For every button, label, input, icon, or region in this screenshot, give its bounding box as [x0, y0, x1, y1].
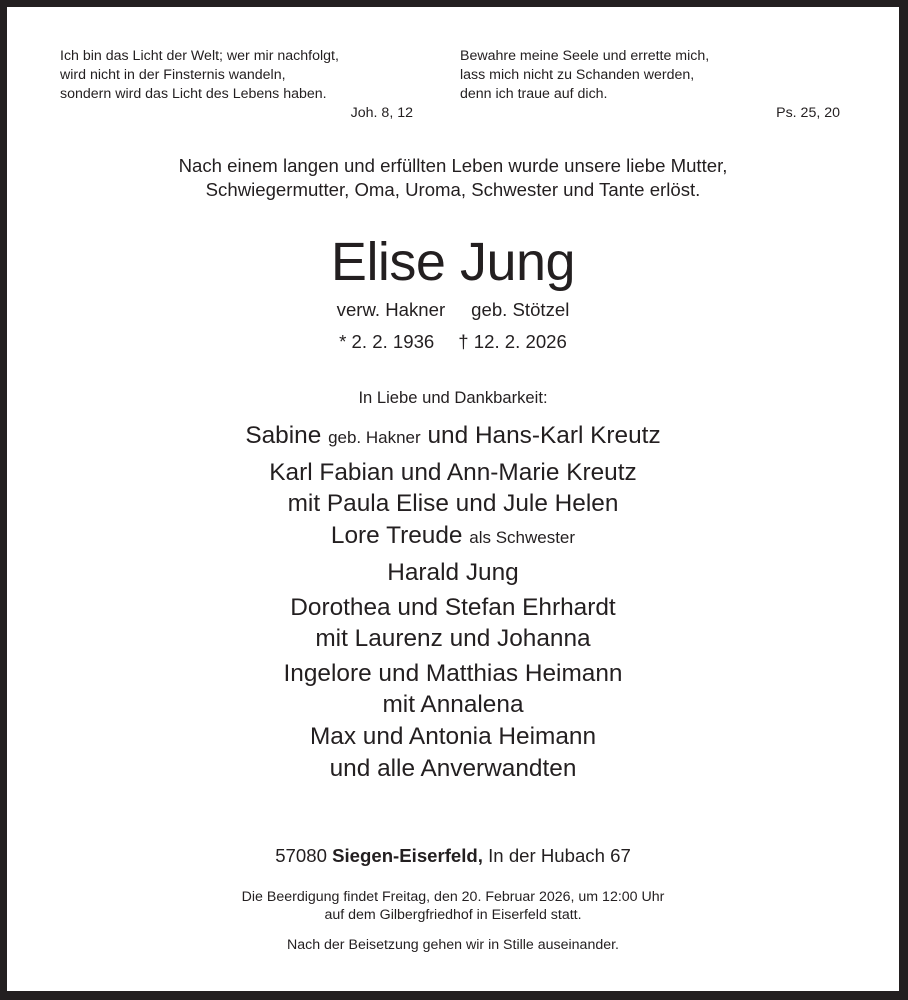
mourner-group — [7, 420, 899, 453]
mourner-note: geb. Hakner — [328, 428, 421, 447]
mourner-line: mit Paula Elise und Jule Helen — [287, 490, 619, 517]
mourner-group — [7, 457, 899, 519]
bible-verse-right — [460, 47, 840, 123]
mourner-line: Dorothea und Stefan Ehrhardt — [290, 594, 616, 621]
intro-text — [7, 154, 899, 202]
mourner-name: und Hans-Karl Kreutz — [427, 422, 661, 449]
bible-verse-left — [60, 47, 413, 123]
mourner-line: mit Annalena — [382, 691, 524, 718]
verse-line: denn ich traue auf dich. — [460, 86, 608, 102]
mourner-group — [7, 592, 899, 654]
mourner-line: und alle Anverwandten — [329, 755, 577, 782]
intro-line: Nach einem langen und erfüllten Leben wurde unsere liebe Mutter, — [178, 155, 728, 176]
mourner-note: als Schwester — [469, 528, 576, 547]
mourner-name: Sabine — [245, 422, 322, 449]
closing-note: Nach der Beisetzung gehen wir in Stille auseinander. — [286, 937, 620, 953]
verse-line: wird nicht in der Finsternis wandeln, — [60, 67, 286, 83]
life-dates — [7, 330, 899, 354]
thanks-heading: In Liebe und Dankbarkeit: — [358, 388, 548, 407]
address — [7, 844, 899, 868]
mourner-group — [7, 721, 899, 752]
name-details — [7, 298, 899, 322]
verse-line: Ich bin das Licht der Welt; wer mir nachfolgt, — [60, 48, 339, 64]
funeral-line: auf dem Gilbergfriedhof in Eiserfeld statt. — [324, 907, 582, 923]
mourner-group — [7, 557, 899, 588]
verse-line: Bewahre meine Seele und errette mich, — [460, 48, 710, 64]
death-date: † 12. 2. 2026 — [458, 331, 567, 352]
city: Siegen-Eiserfeld, — [332, 845, 483, 866]
deceased-name: Elise Jung — [330, 232, 576, 292]
postcode: 57080 — [275, 845, 327, 866]
mourner-group — [7, 520, 899, 553]
intro-line: Schwiegermutter, Oma, Uroma, Schwester und Tante erlöst. — [205, 179, 701, 200]
verse-reference: Joh. 8, 12 — [350, 105, 413, 121]
mourner-name: Lore Treude — [330, 522, 463, 549]
birth-date: * 2. 2. 1936 — [339, 331, 435, 352]
birth-name: geb. Stötzel — [471, 299, 570, 320]
mourner-line: Harald Jung — [387, 559, 519, 586]
street: In der Hubach 67 — [488, 845, 631, 866]
funeral-line: Die Beerdigung findet Freitag, den 20. Februar 2026, um 12:00 Uhr — [241, 889, 665, 905]
verse-line: lass mich nicht zu Schanden werden, — [460, 67, 695, 83]
mourner-group — [7, 658, 899, 720]
mourner-group — [7, 753, 899, 784]
mourner-line: Ingelore und Matthias Heimann — [283, 660, 623, 687]
mourner-line: Karl Fabian und Ann-Marie Kreutz — [269, 459, 637, 486]
widowed-name: verw. Hakner — [336, 299, 446, 320]
funeral-info — [7, 888, 899, 924]
verse-reference: Ps. 25, 20 — [776, 105, 840, 121]
obituary-notice — [7, 7, 899, 991]
mourner-line: mit Laurenz und Johanna — [315, 625, 591, 652]
verse-line: sondern wird das Licht des Lebens haben. — [60, 86, 327, 102]
mourners-list — [7, 420, 899, 788]
mourner-line: Max und Antonia Heimann — [309, 723, 597, 750]
